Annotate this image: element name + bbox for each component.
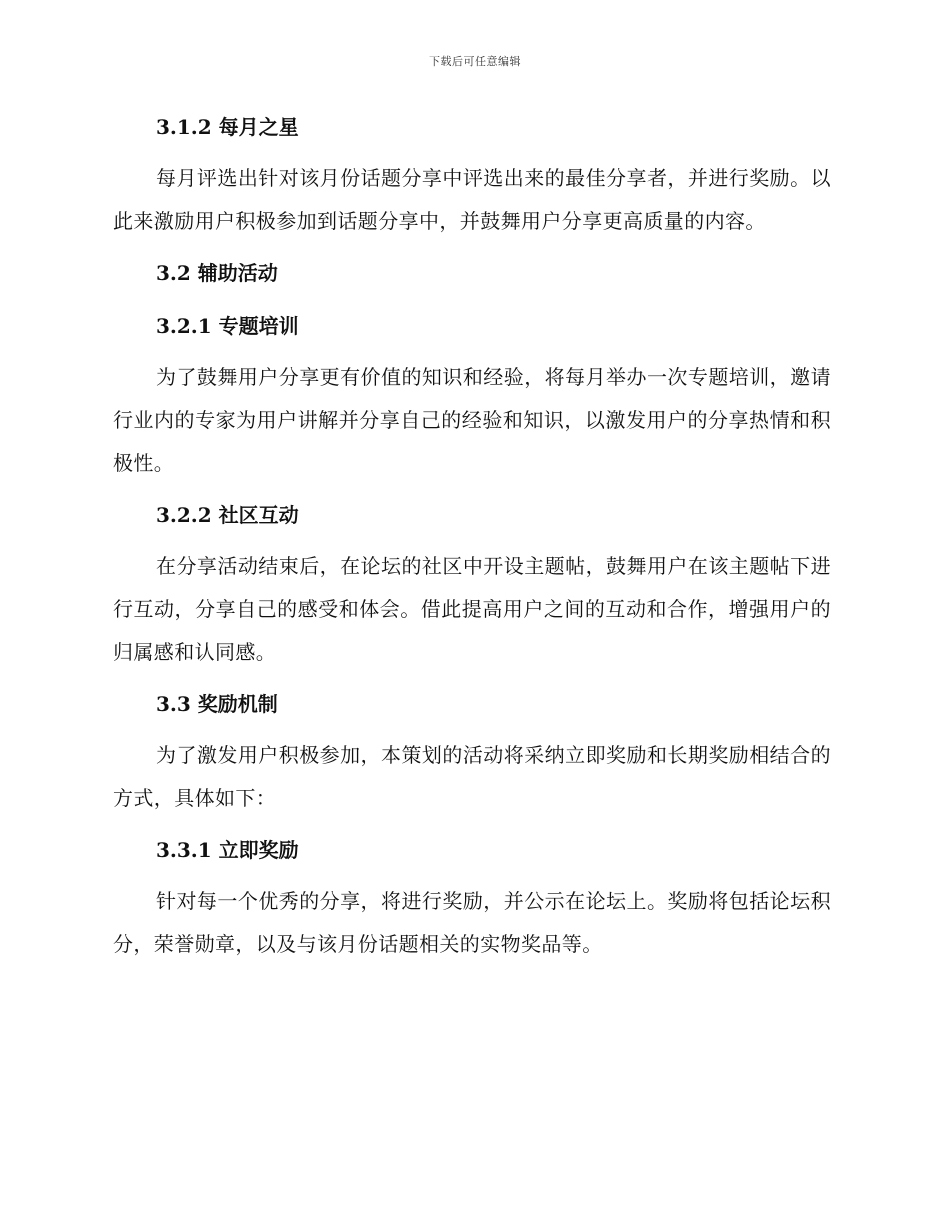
section-heading-3-2-1: 3.2.1 专题培训 (156, 314, 299, 338)
section-heading-3-1-2: 3.1.2 每月之星 (156, 115, 299, 139)
section-heading-3-2-2: 3.2.2 社区互动 (156, 503, 299, 527)
section-paragraph-3-3-1: 针对每一个优秀的分享，将进行奖励，并公示在论坛上。奖励将包括论坛积分，荣誉勋章，以及与该月份话题相关的实物奖品等。 (113, 889, 831, 956)
page-header: 下载后可任意编辑 (429, 55, 521, 68)
section-heading-3-2: 3.2 辅助活动 (156, 261, 278, 285)
section-paragraph-3-3: 为了激发用户积极参加，本策划的活动将采纳立即奖励和长期奖励相结合的方式，具体如下： (113, 743, 831, 810)
section-paragraph-3-2-1: 为了鼓舞用户分享更有价值的知识和经验，将每月举办一次专题培训，邀请行业内的专家为用户讲解并分享自己的经验和知识，以激发用户的分享热情和积极性。 (113, 365, 831, 475)
section-paragraph-3-2-2: 在分享活动结束后，在论坛的社区中开设主题帖，鼓舞用户在该主题帖下进行互动，分享自己的感受和体会。借此提高用户之间的互动和合作，增强用户的归属感和认同感。 (113, 554, 831, 664)
section-heading-3-3: 3.3 奖励机制 (156, 692, 278, 716)
section-heading-3-3-1: 3.3.1 立即奖励 (156, 838, 299, 862)
section-paragraph-3-1-2: 每月评选出针对该月份话题分享中评选出来的最佳分享者，并进行奖励。以此来激励用户积极参加到话题分享中，并鼓舞用户分享更高质量的内容。 (113, 166, 831, 233)
document-body (113, 112, 831, 966)
